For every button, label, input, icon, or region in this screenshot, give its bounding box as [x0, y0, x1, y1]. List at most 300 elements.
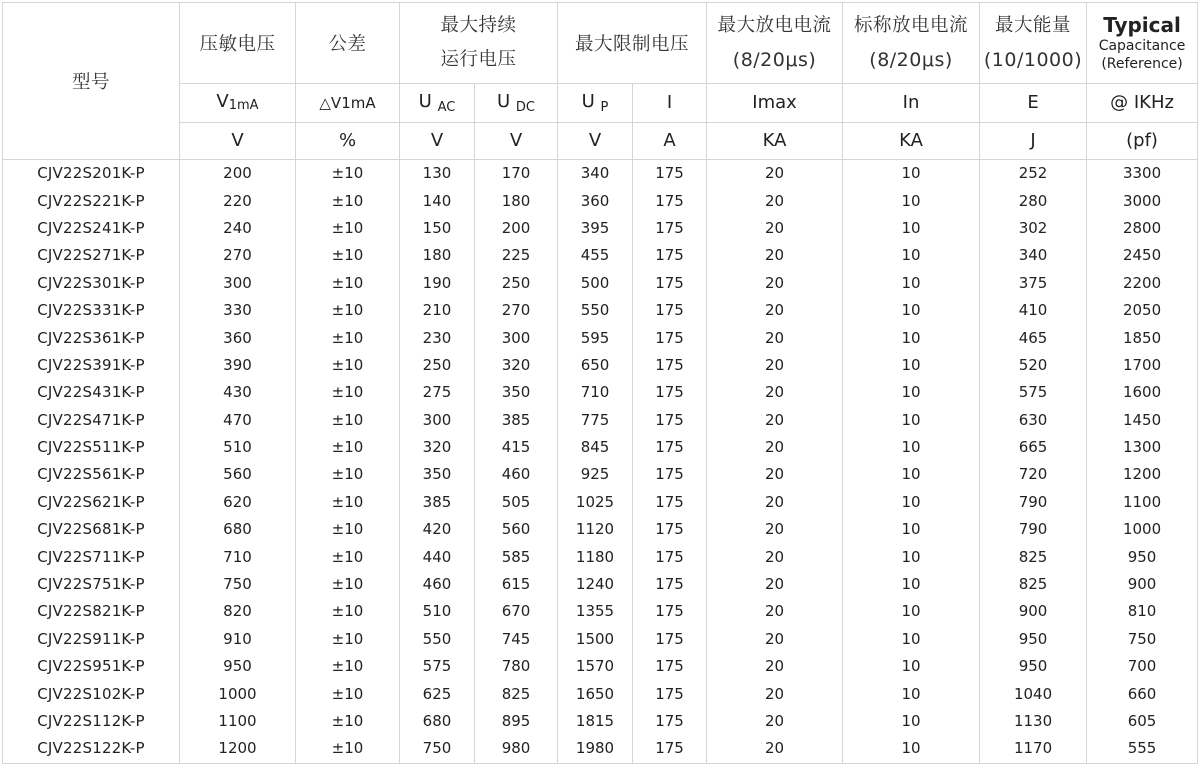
- in-cell: 10: [843, 489, 980, 516]
- i-cell: 175: [633, 324, 707, 351]
- in-symbol: [843, 84, 980, 123]
- energy-cell: 1040: [980, 680, 1087, 707]
- uac-cell: 575: [400, 653, 475, 680]
- imax-cell: 20: [707, 680, 843, 707]
- imax-cell: 20: [707, 297, 843, 324]
- table-row: [3, 352, 1198, 379]
- i-cell: 175: [633, 407, 707, 434]
- tolerance-cell: ±10: [296, 160, 400, 188]
- in-letter: In: [902, 92, 920, 113]
- energy-cell: 825: [980, 543, 1087, 570]
- i-cell: 175: [633, 598, 707, 625]
- model-cell: CJV22S271K-P: [3, 242, 180, 269]
- table-row: [3, 297, 1198, 324]
- i-cell: 175: [633, 516, 707, 543]
- model-header-label: 型号: [71, 72, 110, 93]
- uac-cell: 385: [400, 489, 475, 516]
- udc-cell: 895: [475, 708, 558, 735]
- up-cell: 395: [558, 215, 633, 242]
- up-cell: 360: [558, 187, 633, 214]
- uac-cell: 230: [400, 324, 475, 351]
- energy-cell: 575: [980, 379, 1087, 406]
- table-row: [3, 270, 1198, 297]
- energy-cell: 302: [980, 215, 1087, 242]
- i-cell: 175: [633, 215, 707, 242]
- capacitance-cell: 750: [1087, 626, 1198, 653]
- varistor-voltage-cell: 510: [180, 434, 296, 461]
- i-cell: 175: [633, 680, 707, 707]
- energy-cell: 465: [980, 324, 1087, 351]
- varistor-voltage-cell: 820: [180, 598, 296, 625]
- varistor-voltage-symbol: [180, 84, 296, 123]
- uac-cell: 550: [400, 626, 475, 653]
- table-row: [3, 489, 1198, 516]
- capacitance-header: [1087, 3, 1198, 84]
- in-cell: 10: [843, 379, 980, 406]
- varistor-voltage-unit: [180, 123, 296, 160]
- udc-cell: 270: [475, 297, 558, 324]
- header-row-labels: [3, 3, 1198, 84]
- in-cell: 10: [843, 653, 980, 680]
- tolerance-cell: ±10: [296, 434, 400, 461]
- capacitance-cell: 810: [1087, 598, 1198, 625]
- udc-cell: 300: [475, 324, 558, 351]
- capacitance-unit: [1087, 123, 1198, 160]
- capacitance-cell: 700: [1087, 653, 1198, 680]
- varistor-voltage-cell: 560: [180, 461, 296, 488]
- i-cell: 175: [633, 735, 707, 763]
- imax-symbol: [707, 84, 843, 123]
- unit-percent: %: [338, 130, 357, 151]
- udc-cell: 170: [475, 160, 558, 188]
- varistor-voltage-cell: 1200: [180, 735, 296, 763]
- capacitance-cell: 1300: [1087, 434, 1198, 461]
- i-cell: 175: [633, 297, 707, 324]
- table-row: [3, 160, 1198, 188]
- imax-cell: 20: [707, 516, 843, 543]
- in-cell: 10: [843, 735, 980, 763]
- model-cell: CJV22S431K-P: [3, 379, 180, 406]
- up-cell: 650: [558, 352, 633, 379]
- imax-cell: 20: [707, 215, 843, 242]
- tolerance-cell: ±10: [296, 543, 400, 570]
- up-cell: 1570: [558, 653, 633, 680]
- varistor-voltage-cell: 330: [180, 297, 296, 324]
- uac-cell: 180: [400, 242, 475, 269]
- up-symbol: [558, 84, 633, 123]
- energy-cell: 665: [980, 434, 1087, 461]
- in-cell: 10: [843, 571, 980, 598]
- tolerance-label: 公差: [328, 34, 367, 55]
- uac-cell: 350: [400, 461, 475, 488]
- udc-symbol: [475, 84, 558, 123]
- max-discharge-label-line1: 最大放电电流: [717, 15, 832, 36]
- model-cell: CJV22S681K-P: [3, 516, 180, 543]
- energy-cell: 375: [980, 270, 1087, 297]
- imax-cell: 20: [707, 626, 843, 653]
- e-unit: [980, 123, 1087, 160]
- varistor-voltage-header: [180, 3, 296, 84]
- imax-cell: 20: [707, 735, 843, 763]
- model-cell: CJV22S391K-P: [3, 352, 180, 379]
- varistor-voltage-cell: 390: [180, 352, 296, 379]
- energy-cell: 790: [980, 516, 1087, 543]
- udc-unit: [475, 123, 558, 160]
- i-cell: 175: [633, 352, 707, 379]
- varistor-voltage-cell: 270: [180, 242, 296, 269]
- max-continuous-label-line1: 最大持续: [440, 15, 517, 36]
- table-row: [3, 516, 1198, 543]
- up-cell: 925: [558, 461, 633, 488]
- capacitance-cell: 660: [1087, 680, 1198, 707]
- energy-cell: 252: [980, 160, 1087, 188]
- udc-cell: 745: [475, 626, 558, 653]
- capacitance-cell: 2200: [1087, 270, 1198, 297]
- imax-cell: 20: [707, 653, 843, 680]
- table-row: [3, 680, 1198, 707]
- imax-cell: 20: [707, 598, 843, 625]
- imax-cell: 20: [707, 187, 843, 214]
- capacitance-cell: 950: [1087, 543, 1198, 570]
- i-symbol: [633, 84, 707, 123]
- capacitance-cell: 2800: [1087, 215, 1198, 242]
- up-cell: 1120: [558, 516, 633, 543]
- i-unit: [633, 123, 707, 160]
- in-cell: 10: [843, 352, 980, 379]
- model-header: [3, 3, 180, 160]
- varistor-voltage-cell: 200: [180, 160, 296, 188]
- udc-cell: 225: [475, 242, 558, 269]
- uac-cell: 625: [400, 680, 475, 707]
- unit-j: J: [1030, 130, 1036, 151]
- imax-letter: Imax: [752, 92, 797, 113]
- tolerance-symbol: [296, 84, 400, 123]
- model-cell: CJV22S711K-P: [3, 543, 180, 570]
- up-cell: 1500: [558, 626, 633, 653]
- energy-cell: 280: [980, 187, 1087, 214]
- uac-cell: 140: [400, 187, 475, 214]
- capacitance-cell: 605: [1087, 708, 1198, 735]
- tolerance-cell: ±10: [296, 598, 400, 625]
- udc-cell: 385: [475, 407, 558, 434]
- unit-v: V: [509, 130, 523, 151]
- uac-letter: U: [418, 91, 432, 112]
- unit-ka: KA: [899, 130, 923, 151]
- varistor-spec-table: [2, 2, 1198, 764]
- imax-cell: 20: [707, 461, 843, 488]
- imax-cell: 20: [707, 270, 843, 297]
- in-cell: 10: [843, 242, 980, 269]
- up-cell: 550: [558, 297, 633, 324]
- in-cell: 10: [843, 516, 980, 543]
- model-cell: CJV22S301K-P: [3, 270, 180, 297]
- varistor-voltage-cell: 240: [180, 215, 296, 242]
- unit-pf: (pf): [1126, 130, 1158, 151]
- model-cell: CJV22S241K-P: [3, 215, 180, 242]
- in-cell: 10: [843, 434, 980, 461]
- model-cell: CJV22S511K-P: [3, 434, 180, 461]
- in-cell: 10: [843, 407, 980, 434]
- i-cell: 175: [633, 626, 707, 653]
- up-cell: 710: [558, 379, 633, 406]
- capacitance-cell: 1100: [1087, 489, 1198, 516]
- up-cell: 500: [558, 270, 633, 297]
- imax-cell: 20: [707, 571, 843, 598]
- up-subscript: P: [600, 100, 609, 115]
- table-row: [3, 461, 1198, 488]
- imax-cell: 20: [707, 352, 843, 379]
- up-unit: [558, 123, 633, 160]
- table-body: [3, 160, 1198, 764]
- in-cell: 10: [843, 598, 980, 625]
- header-row-symbols: [3, 84, 1198, 123]
- varistor-voltage-cell: 710: [180, 543, 296, 570]
- max-clamping-label: 最大限制电压: [575, 34, 690, 55]
- model-cell: CJV22S911K-P: [3, 626, 180, 653]
- tolerance-cell: ±10: [296, 297, 400, 324]
- energy-cell: 1170: [980, 735, 1087, 763]
- in-cell: 10: [843, 324, 980, 351]
- varistor-voltage-cell: 1100: [180, 708, 296, 735]
- up-cell: 845: [558, 434, 633, 461]
- udc-cell: 460: [475, 461, 558, 488]
- udc-cell: 350: [475, 379, 558, 406]
- udc-cell: 585: [475, 543, 558, 570]
- uac-unit: [400, 123, 475, 160]
- uac-cell: 190: [400, 270, 475, 297]
- i-cell: 175: [633, 242, 707, 269]
- uac-cell: 510: [400, 598, 475, 625]
- energy-cell: 825: [980, 571, 1087, 598]
- max-clamping-voltage-header: [558, 3, 707, 84]
- varistor-voltage-cell: 300: [180, 270, 296, 297]
- table-row: [3, 434, 1198, 461]
- capacitance-cell: 1450: [1087, 407, 1198, 434]
- capacitance-cell: 3300: [1087, 160, 1198, 188]
- model-cell: CJV22S361K-P: [3, 324, 180, 351]
- varistor-voltage-label: 压敏电压: [199, 34, 276, 55]
- uac-cell: 130: [400, 160, 475, 188]
- tolerance-cell: ±10: [296, 489, 400, 516]
- capacitance-cell: 1850: [1087, 324, 1198, 351]
- uac-cell: 460: [400, 571, 475, 598]
- in-cell: 10: [843, 708, 980, 735]
- capacitance-label-line1: Typical: [1103, 13, 1181, 37]
- tolerance-cell: ±10: [296, 215, 400, 242]
- udc-cell: 825: [475, 680, 558, 707]
- energy-cell: 950: [980, 653, 1087, 680]
- udc-cell: 980: [475, 735, 558, 763]
- energy-cell: 410: [980, 297, 1087, 324]
- up-cell: 340: [558, 160, 633, 188]
- max-discharge-current-header: [707, 3, 843, 84]
- i-cell: 175: [633, 543, 707, 570]
- v1ma-symbol: V: [216, 91, 229, 112]
- max-discharge-label-line2: (8/20μs): [732, 49, 817, 71]
- varistor-voltage-cell: 360: [180, 324, 296, 351]
- capacitance-label-line3: (Reference): [1101, 56, 1183, 72]
- i-cell: 175: [633, 187, 707, 214]
- varistor-voltage-cell: 750: [180, 571, 296, 598]
- tolerance-cell: ±10: [296, 571, 400, 598]
- nominal-discharge-label-line2: (8/20μs): [869, 49, 953, 71]
- imax-cell: 20: [707, 324, 843, 351]
- model-cell: CJV22S621K-P: [3, 489, 180, 516]
- model-cell: CJV22S821K-P: [3, 598, 180, 625]
- max-energy-label-line1: 最大能量: [995, 15, 1072, 36]
- delta-v1ma-symbol: △V1mA: [319, 94, 376, 112]
- max-continuous-voltage-header: [400, 3, 558, 84]
- tolerance-unit: [296, 123, 400, 160]
- imax-unit: [707, 123, 843, 160]
- energy-cell: 950: [980, 626, 1087, 653]
- udc-cell: 670: [475, 598, 558, 625]
- imax-cell: 20: [707, 379, 843, 406]
- table-row: [3, 653, 1198, 680]
- uac-cell: 210: [400, 297, 475, 324]
- varistor-voltage-cell: 430: [180, 379, 296, 406]
- imax-cell: 20: [707, 489, 843, 516]
- max-continuous-label-line2: 运行电压: [440, 49, 517, 70]
- uac-symbol: [400, 84, 475, 123]
- in-cell: 10: [843, 626, 980, 653]
- udc-cell: 200: [475, 215, 558, 242]
- up-cell: 1650: [558, 680, 633, 707]
- tolerance-cell: ±10: [296, 352, 400, 379]
- unit-v: V: [231, 130, 244, 151]
- udc-cell: 615: [475, 571, 558, 598]
- unit-a: A: [663, 130, 676, 151]
- model-cell: CJV22S751K-P: [3, 571, 180, 598]
- up-cell: 1980: [558, 735, 633, 763]
- unit-v: V: [588, 130, 602, 151]
- varistor-voltage-cell: 220: [180, 187, 296, 214]
- in-cell: 10: [843, 543, 980, 570]
- i-letter: I: [666, 92, 673, 113]
- model-cell: CJV22S221K-P: [3, 187, 180, 214]
- udc-cell: 780: [475, 653, 558, 680]
- up-cell: 1180: [558, 543, 633, 570]
- varistor-voltage-cell: 620: [180, 489, 296, 516]
- capacitance-cell: 1000: [1087, 516, 1198, 543]
- uac-cell: 420: [400, 516, 475, 543]
- capacitance-cell: 1700: [1087, 352, 1198, 379]
- model-cell: CJV22S201K-P: [3, 160, 180, 188]
- energy-cell: 900: [980, 598, 1087, 625]
- uac-cell: 440: [400, 543, 475, 570]
- tolerance-cell: ±10: [296, 708, 400, 735]
- header-row-units: [3, 123, 1198, 160]
- udc-subscript: DC: [515, 100, 536, 115]
- table-header: [3, 3, 1198, 160]
- energy-cell: 520: [980, 352, 1087, 379]
- capacitance-cell: 900: [1087, 571, 1198, 598]
- i-cell: 175: [633, 270, 707, 297]
- imax-cell: 20: [707, 434, 843, 461]
- energy-cell: 790: [980, 489, 1087, 516]
- energy-cell: 340: [980, 242, 1087, 269]
- model-cell: CJV22S331K-P: [3, 297, 180, 324]
- imax-cell: 20: [707, 242, 843, 269]
- table-row: [3, 708, 1198, 735]
- varistor-voltage-cell: 680: [180, 516, 296, 543]
- unit-ka: KA: [762, 130, 787, 151]
- table-row: [3, 543, 1198, 570]
- table-row: [3, 324, 1198, 351]
- in-cell: 10: [843, 215, 980, 242]
- uac-cell: 680: [400, 708, 475, 735]
- tolerance-cell: ±10: [296, 379, 400, 406]
- max-energy-label-line2: (10/1000): [983, 49, 1083, 71]
- i-cell: 175: [633, 160, 707, 188]
- in-cell: 10: [843, 270, 980, 297]
- tolerance-cell: ±10: [296, 407, 400, 434]
- imax-cell: 20: [707, 160, 843, 188]
- udc-cell: 180: [475, 187, 558, 214]
- max-energy-header: [980, 3, 1087, 84]
- nominal-discharge-current-header: [843, 3, 980, 84]
- imax-cell: 20: [707, 708, 843, 735]
- uac-cell: 750: [400, 735, 475, 763]
- tolerance-cell: ±10: [296, 680, 400, 707]
- tolerance-cell: ±10: [296, 516, 400, 543]
- tolerance-cell: ±10: [296, 324, 400, 351]
- uac-cell: 250: [400, 352, 475, 379]
- tolerance-cell: ±10: [296, 187, 400, 214]
- table-row: [3, 215, 1198, 242]
- capacitance-cell: 3000: [1087, 187, 1198, 214]
- varistor-voltage-cell: 1000: [180, 680, 296, 707]
- capacitance-cell: 1200: [1087, 461, 1198, 488]
- udc-cell: 415: [475, 434, 558, 461]
- up-cell: 1355: [558, 598, 633, 625]
- udc-cell: 250: [475, 270, 558, 297]
- tolerance-cell: ±10: [296, 270, 400, 297]
- capacitance-cell: 2450: [1087, 242, 1198, 269]
- tolerance-cell: ±10: [296, 735, 400, 763]
- in-cell: 10: [843, 160, 980, 188]
- freq-symbol: [1087, 84, 1198, 123]
- tolerance-cell: ±10: [296, 242, 400, 269]
- i-cell: 175: [633, 653, 707, 680]
- table-row: [3, 598, 1198, 625]
- imax-cell: 20: [707, 543, 843, 570]
- up-cell: 775: [558, 407, 633, 434]
- udc-cell: 320: [475, 352, 558, 379]
- uac-cell: 300: [400, 407, 475, 434]
- model-cell: CJV22S951K-P: [3, 653, 180, 680]
- unit-v: V: [430, 130, 444, 151]
- varistor-voltage-cell: 910: [180, 626, 296, 653]
- capacitance-cell: 2050: [1087, 297, 1198, 324]
- uac-cell: 320: [400, 434, 475, 461]
- uac-cell: 275: [400, 379, 475, 406]
- table-row: [3, 379, 1198, 406]
- varistor-voltage-cell: 950: [180, 653, 296, 680]
- nominal-discharge-label-line1: 标称放电电流: [854, 15, 969, 36]
- table-row: [3, 187, 1198, 214]
- up-cell: 1025: [558, 489, 633, 516]
- table-row: [3, 407, 1198, 434]
- in-unit: [843, 123, 980, 160]
- up-letter: U: [581, 91, 595, 112]
- in-cell: 10: [843, 461, 980, 488]
- i-cell: 175: [633, 489, 707, 516]
- tolerance-cell: ±10: [296, 461, 400, 488]
- table-row: [3, 571, 1198, 598]
- tolerance-cell: ±10: [296, 626, 400, 653]
- e-symbol: [980, 84, 1087, 123]
